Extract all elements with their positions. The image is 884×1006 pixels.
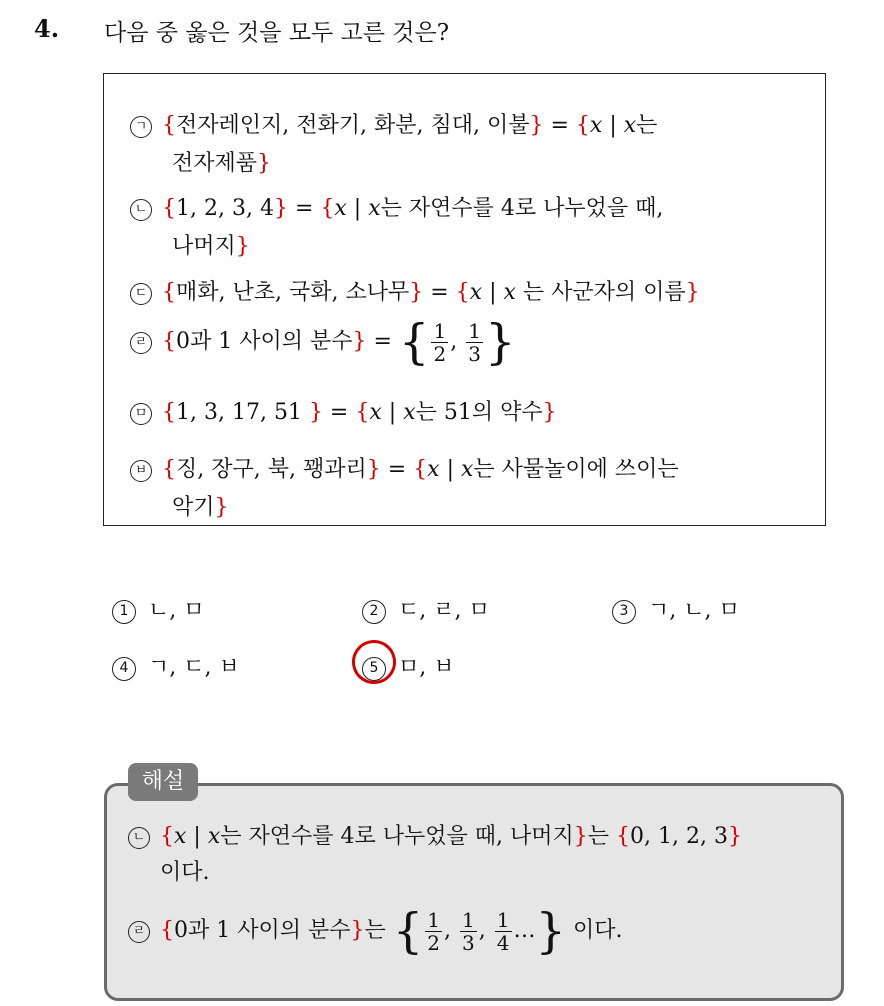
solution-mark-nieun: ㄴ — [128, 827, 150, 849]
choice-5-number: 5 — [362, 657, 386, 681]
statement-1: ㄱ {전자레인지, 전화기, 화분, 침대, 이불} = {x | x는 — [130, 107, 657, 145]
choice-1-number: 1 — [112, 600, 136, 624]
statement-6: ㅂ {징, 장구, 북, 꽹과리} = {x | x는 사물놀이에 쓰이는 — [130, 451, 679, 489]
choice-4-text: ㄱ, ㄷ, ㅂ — [148, 655, 240, 680]
statement-6-cont: 악기} — [172, 495, 229, 520]
mark-bieup: ㅂ — [130, 460, 152, 482]
mark-mieum: ㅁ — [130, 403, 152, 425]
choice-3-number: 3 — [612, 600, 636, 624]
choice-2-number: 2 — [362, 600, 386, 624]
choice-5-text: ㅁ, ㅂ — [398, 655, 455, 680]
mark-digeut: ㄷ — [130, 283, 152, 305]
question-number: 4. — [34, 14, 60, 43]
statement-2-cont: 나머지} — [172, 234, 250, 259]
solution-label: 해설 — [128, 763, 198, 801]
solution-line-1: ㄴ {x | x는 자연수를 4로 나누었을 때, 나머지}는 {0, 1, 2, 3} — [128, 820, 742, 854]
choice-4-number: 4 — [112, 657, 136, 681]
choice-4[interactable] — [112, 650, 240, 681]
choice-2-text: ㄷ, ㄹ, ㅁ — [398, 598, 490, 623]
solution-mark-rieul: ㄹ — [128, 921, 150, 943]
choice-1-text: ㄴ, ㅁ — [148, 598, 205, 623]
statement-2: ㄴ {1, 2, 3, 4} = {x | x는 자연수를 4로 나누었을 때, — [130, 190, 663, 228]
statement-3: ㄷ {매화, 난초, 국화, 소나무} = {x | x 는 사군자의 이름} — [130, 274, 700, 312]
statement-1-cont: 전자제품} — [172, 151, 272, 176]
choice-2[interactable] — [362, 593, 490, 624]
choice-1[interactable] — [112, 593, 205, 624]
solution-box — [104, 783, 844, 1001]
choice-3-text: ㄱ, ㄴ, ㅁ — [648, 598, 740, 623]
solution-line-1-cont: 이다. — [160, 860, 210, 885]
statement-4: ㄹ {0과 1 사이의 분수} = { $\frac{1}{2}$ , $\frac{1}{3}$ } — [130, 318, 515, 366]
mark-giyeok: ㄱ — [130, 116, 152, 138]
mark-rieul: ㄹ — [130, 332, 152, 354]
statement-5: ㅁ {1, 3, 17, 51 } = {x | x는 51의 약수} — [130, 394, 557, 432]
mark-nieun: ㄴ — [130, 199, 152, 221]
choice-3[interactable] — [612, 593, 740, 624]
solution-line-2: ㄹ {0과 1 사이의 분수}는 { $\frac{1}{2}$ , $\frac{1}{3}$ , $\frac{1}{4}$ …} 이다. — [128, 907, 623, 955]
question-text: 다음 중 옳은 것을 모두 고른 것은? — [104, 20, 450, 46]
